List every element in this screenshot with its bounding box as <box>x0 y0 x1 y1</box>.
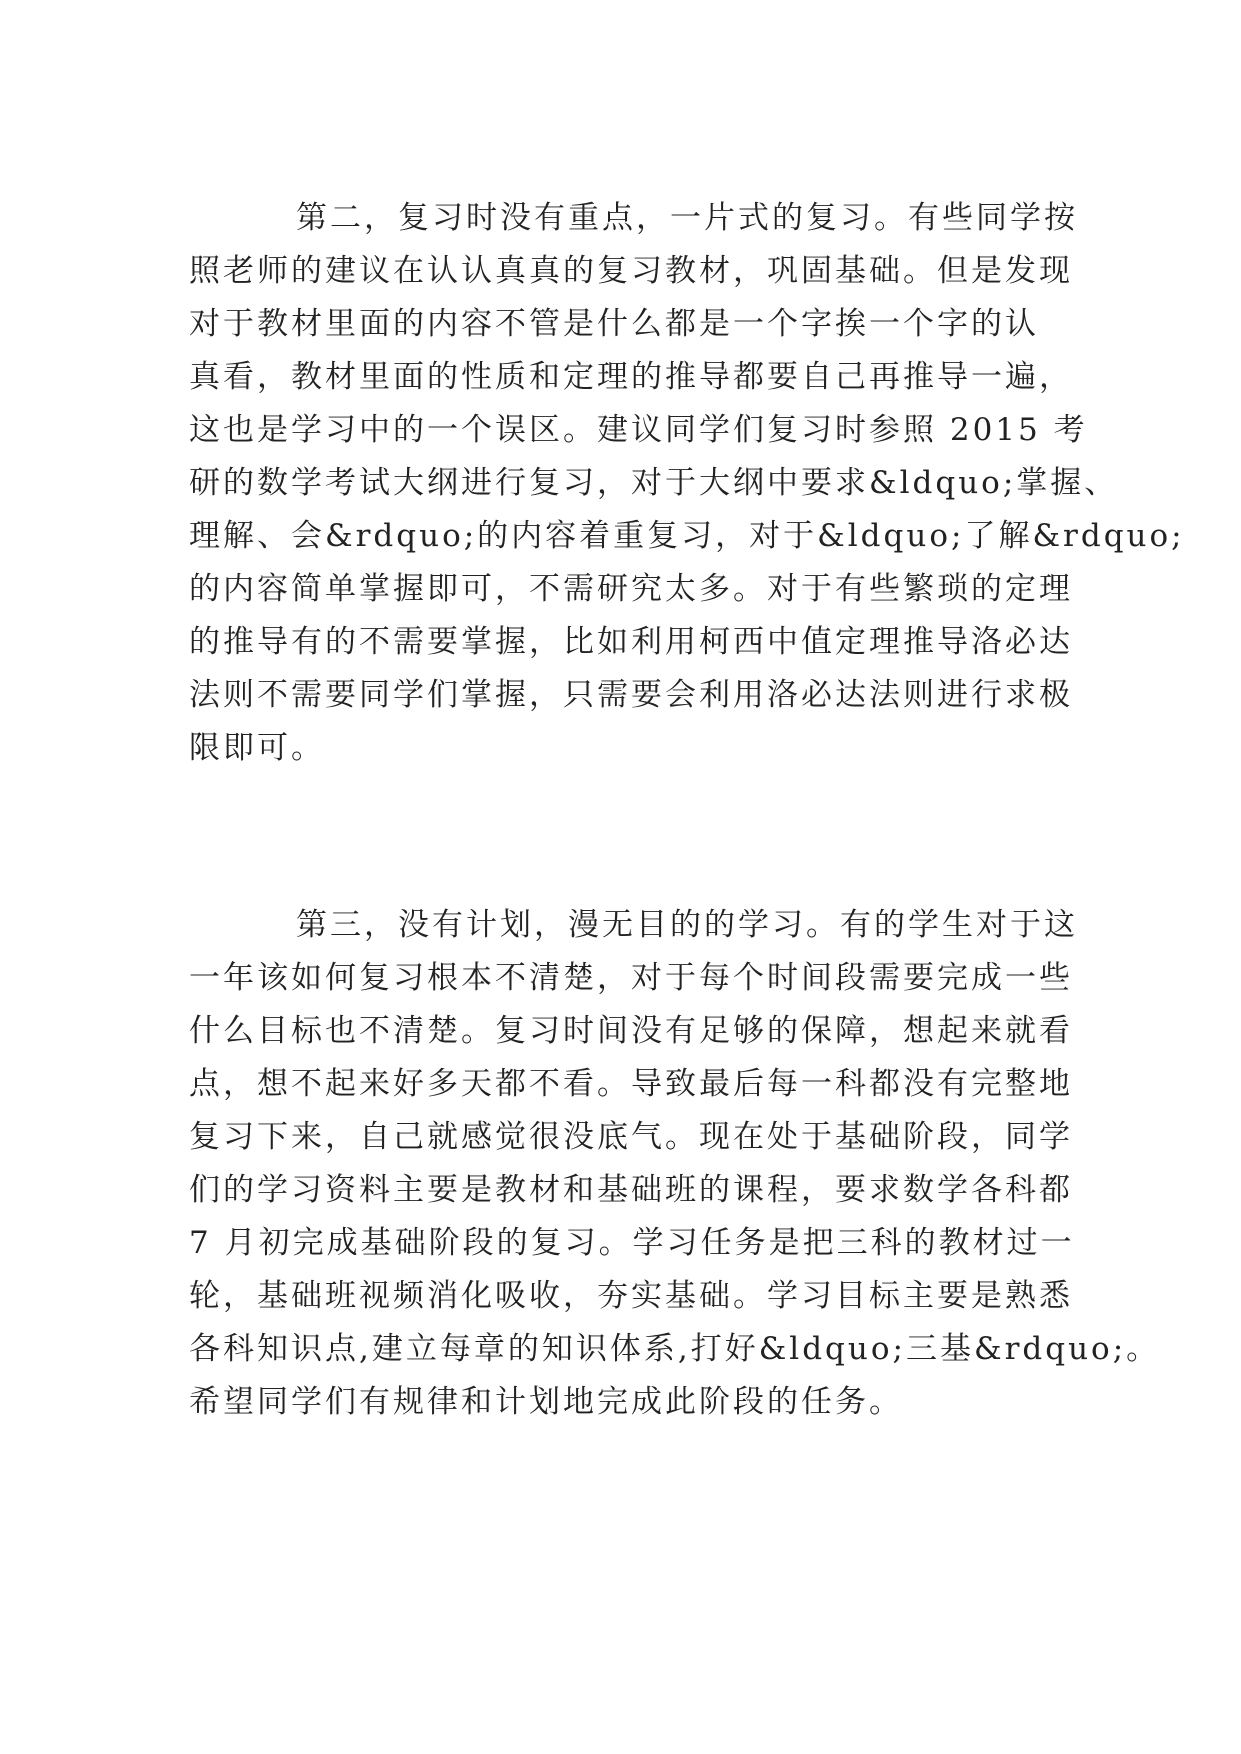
text-line: 真看，教材里面的性质和定理的推导都要自己再推导一遍， <box>189 359 1073 395</box>
text-line: 7 月初完成基础阶段的复习。学习任务是把三科的教材过一 <box>189 1225 1075 1261</box>
text-line: 理解、会&rdquo;的内容着重复习，对于&ldquo;了解&rdquo; <box>189 518 1185 554</box>
text-line: 希望同学们有规律和计划地完成此阶段的任务。 <box>189 1384 903 1420</box>
text-line: 的内容简单掌握即可，不需研究太多。对于有些繁琐的定理 <box>189 571 1073 607</box>
text-line: 复习下来，自己就感觉很没底气。现在处于基础阶段，同学 <box>189 1119 1073 1155</box>
text-line: 限即可。 <box>189 730 325 766</box>
text-line: 对于教材里面的内容不管是什么都是一个字挨一个字的认 <box>189 306 1039 342</box>
text-line: 轮，基础班视频消化吸收，夯实基础。学习目标主要是熟悉 <box>189 1278 1073 1314</box>
text-line: 第三，没有计划，漫无目的的学习。有的学生对于这 <box>296 907 1078 943</box>
text-line: 点，想不起来好多天都不看。导致最后每一科都没有完整地 <box>189 1066 1073 1102</box>
text-line: 法则不需要同学们掌握，只需要会利用洛必达法则进行求极 <box>189 677 1073 713</box>
text-line: 们的学习资料主要是教材和基础班的课程，要求数学各科都 <box>189 1172 1073 1208</box>
text-line: 各科知识点,建立每章的知识体系,打好&ldquo;三基&rdquo;。 <box>189 1331 1161 1367</box>
text-line: 的推导有的不需要掌握，比如利用柯西中值定理推导洛必达 <box>189 624 1073 660</box>
text-line: 研的数学考试大纲进行复习，对于大纲中要求&ldquo;掌握、 <box>189 465 1119 501</box>
text-line: 第二，复习时没有重点，一片式的复习。有些同学按 <box>296 200 1078 236</box>
text-line: 什么目标也不清楚。复习时间没有足够的保障，想起来就看 <box>189 1013 1073 1049</box>
text-line: 这也是学习中的一个误区。建议同学们复习时参照 2015 考 <box>189 412 1088 448</box>
text-line: 照老师的建议在认认真真的复习教材，巩固基础。但是发现 <box>189 253 1073 289</box>
text-line: 一年该如何复习根本不清楚，对于每个时间段需要完成一些 <box>189 960 1073 996</box>
